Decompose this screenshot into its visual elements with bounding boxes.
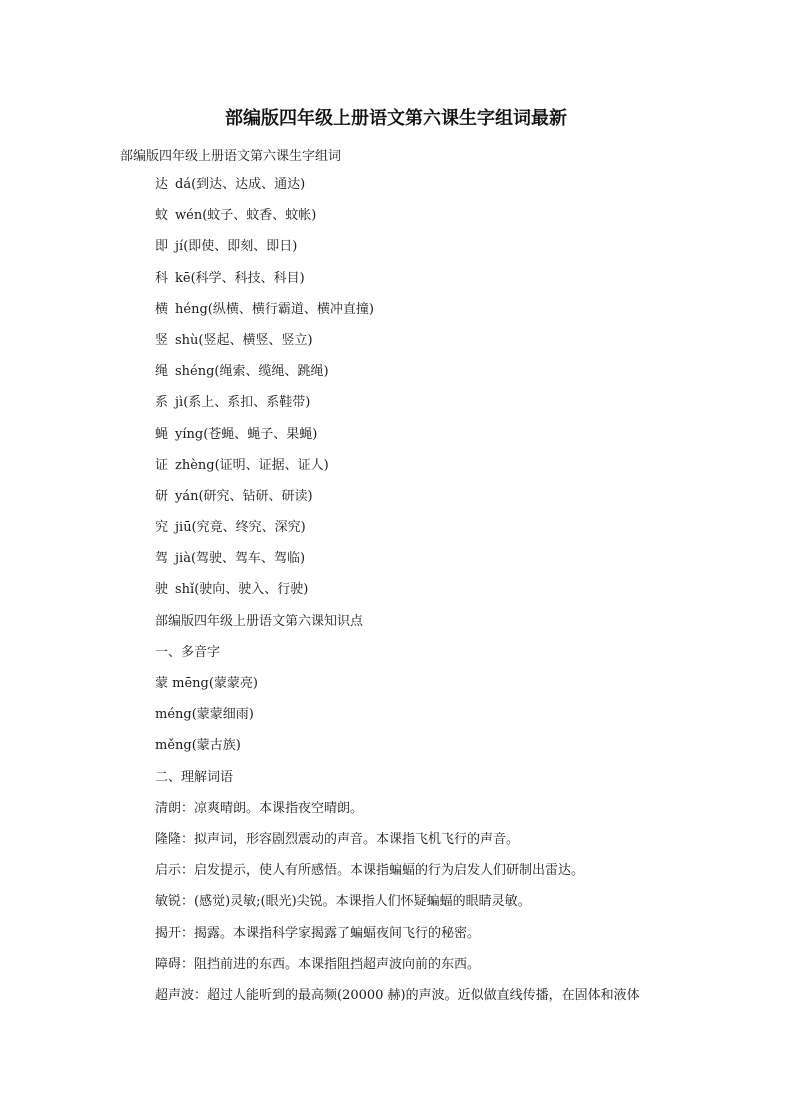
vocab-entry: 障碍：阻挡前进的东西。本课指阻挡超声波向前的东西。 [155, 956, 481, 972]
pinyin-words: jiū(究竟、终究、深究) [175, 520, 306, 536]
char: 蚊 [155, 208, 169, 224]
char: 竖 [155, 332, 169, 348]
char-entry [155, 175, 755, 206]
section-heading-vocab: 二、理解词语 [155, 769, 234, 785]
vocab-entry: 清朗：凉爽晴朗。本课指夜空晴朗。 [155, 800, 364, 816]
char-entry [155, 549, 755, 580]
char-entry [155, 487, 755, 518]
char: 绳 [155, 364, 169, 380]
pinyin-words: zhèng(证明、证据、证人) [175, 457, 329, 473]
polyphone-entry: 蒙 mēng(蒙蒙亮) [155, 676, 258, 691]
document-body [155, 175, 755, 1017]
document-subtitle: 部编版四年级上册语文第六课生字组词 [120, 149, 342, 164]
pinyin-words: dá(到达、达成、通达) [175, 177, 306, 192]
vocab-entry: 启示：启发提示，使人有所感悟。本课指蝙蝠的行为启发人们研制出雷达。 [155, 863, 585, 879]
pinyin-words: héng(纵横、横行霸道、横冲直撞) [175, 301, 374, 317]
char-entry [155, 518, 755, 549]
vocab-entry: 隆隆：拟声词，形容剧烈震动的声音。本课指飞机飞行的声音。 [155, 831, 520, 847]
char: 蝇 [155, 426, 169, 442]
pinyin-words: jià(驾驶、驾车、驾临) [175, 551, 306, 567]
char: 即 [155, 239, 169, 255]
char: 达 [155, 177, 169, 192]
pinyin-words: shǐ(驶向、驶入、行驶) [175, 582, 309, 598]
char: 驶 [155, 582, 169, 598]
vocab-entry: 超声波：超过人能听到的最高频(20000 赫)的声波。近似做直线传播，在固体和液体 [155, 987, 640, 1003]
char-entry [155, 331, 755, 362]
char-entry [155, 269, 755, 300]
polyphone-entry: měng(蒙古族) [155, 738, 241, 754]
pinyin-words: yán(研究、钻研、研读) [175, 488, 313, 504]
char-entry [155, 206, 755, 237]
pinyin-words: jí(即使、即刻、即日) [175, 239, 298, 255]
char-entry [155, 393, 755, 424]
char: 研 [155, 488, 169, 504]
char: 驾 [155, 551, 169, 567]
polyphone-entry: méng(蒙蒙细雨) [155, 707, 254, 723]
vocab-entry: 敏锐：(感觉)灵敏;(眼光)尖锐。本课指人们怀疑蝙蝠的眼睛灵敏。 [155, 894, 531, 910]
section-heading-polyphone: 一、多音字 [155, 644, 221, 660]
vocab-entry: 揭开：揭露。本课指科学家揭露了蝙蝠夜间飞行的秘密。 [155, 925, 481, 941]
char-entry [155, 425, 755, 456]
char: 横 [155, 301, 169, 317]
char: 证 [155, 457, 169, 473]
pinyin-words: shéng(绳索、缆绳、跳绳) [175, 364, 329, 380]
char: 系 [155, 395, 169, 411]
knowledge-heading: 部编版四年级上册语文第六课知识点 [155, 613, 364, 629]
char-entry [155, 237, 755, 268]
pinyin-words: shù(竖起、横竖、竖立) [175, 332, 313, 348]
char-entry [155, 456, 755, 487]
char: 科 [155, 270, 169, 286]
char-entry [155, 362, 755, 393]
pinyin-words: yíng(苍蝇、蝇子、果蝇) [175, 426, 318, 442]
char-entry [155, 580, 755, 611]
document-title: 部编版四年级上册语文第六课生字组词最新 [225, 108, 567, 129]
char-entry [155, 300, 755, 331]
pinyin-words: wén(蚊子、蚊香、蚊帐) [175, 208, 317, 224]
char: 究 [155, 520, 169, 536]
pinyin-words: kē(科学、科技、科目) [175, 270, 305, 286]
pinyin-words: jì(系上、系扣、系鞋带) [175, 395, 311, 411]
